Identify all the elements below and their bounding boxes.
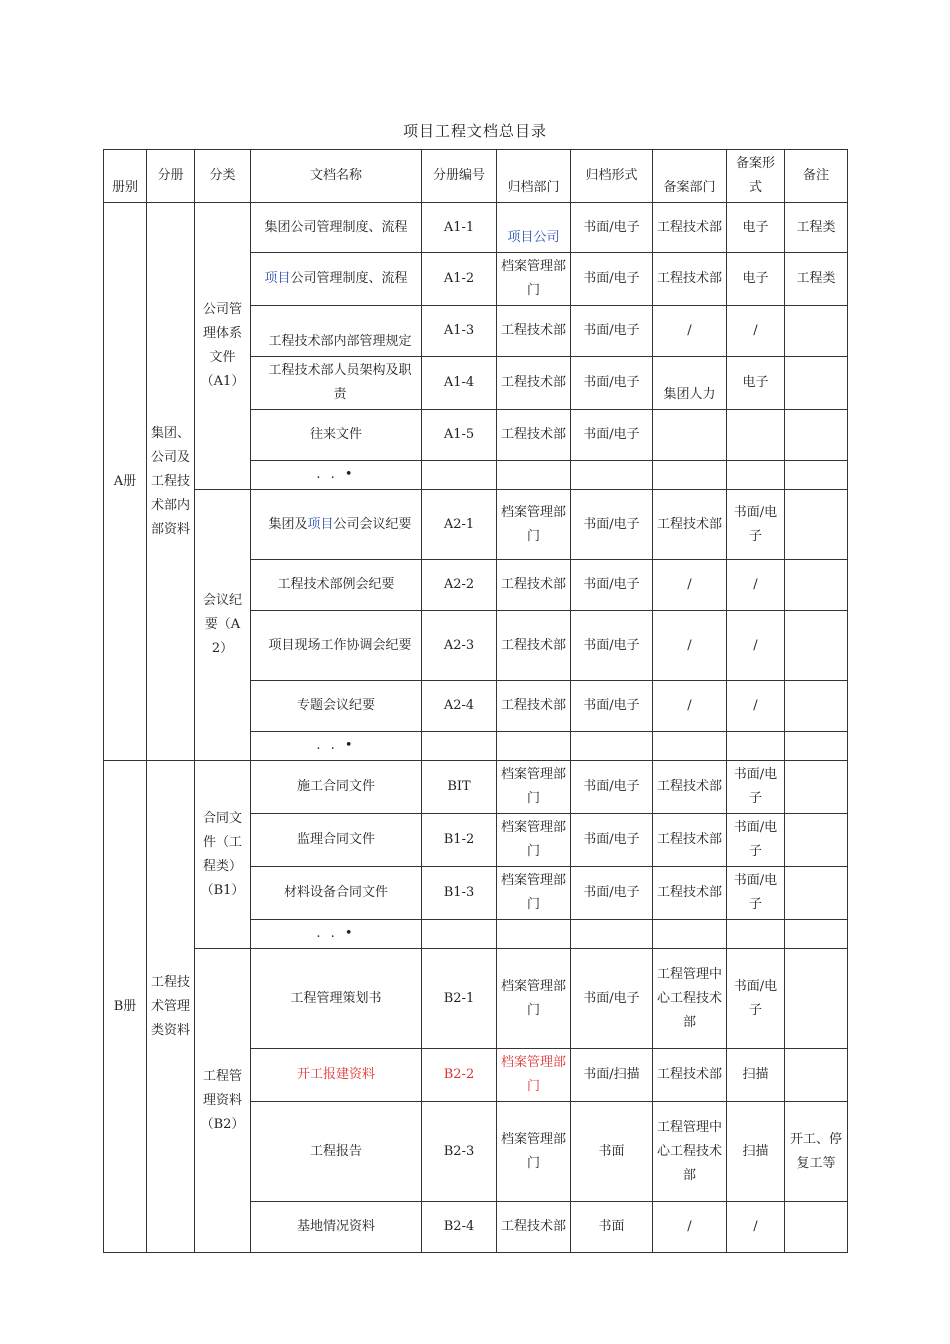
archive-dept: 档案管理部门	[497, 1049, 571, 1102]
doc-name-rest: 公司管理制度、流程	[290, 271, 408, 286]
doc-name-highlight: 项目	[264, 271, 291, 286]
header-category: 分类	[195, 150, 251, 203]
archive-form: 书面/电子	[571, 611, 653, 681]
archive-dept: 工程技术部	[497, 611, 571, 681]
doc-name	[251, 253, 422, 306]
backup-form: /	[727, 611, 785, 681]
remark	[785, 1202, 848, 1253]
backup-form: /	[727, 560, 785, 611]
backup-form: 书面/电子	[727, 761, 785, 814]
archive-dept: 档案管理部门	[497, 867, 571, 920]
remark: 工程类	[785, 203, 848, 253]
doc-name: 集团公司管理制度、流程	[251, 203, 422, 253]
doc-name: 监理合同文件	[251, 814, 422, 867]
category-b1: 合同文件（工程类）（B1）	[195, 761, 251, 949]
backup-dept: /	[653, 681, 727, 732]
archive-form: 书面/电子	[571, 560, 653, 611]
backup-form: /	[727, 681, 785, 732]
archive-dept: 档案管理部门	[497, 949, 571, 1049]
remark	[785, 761, 848, 814]
ellipsis: . . •	[251, 461, 422, 490]
doc-number: B2-4	[422, 1202, 497, 1253]
backup-dept: 工程技术部	[653, 867, 727, 920]
remark	[785, 814, 848, 867]
remark	[785, 410, 848, 461]
backup-dept: /	[653, 611, 727, 681]
archive-form: 书面	[571, 1102, 653, 1202]
archive-dept: 档案管理部门	[497, 814, 571, 867]
table-row	[104, 949, 848, 1049]
header-remark: 备注	[785, 150, 848, 203]
doc-name: 专题会议纪要	[251, 681, 422, 732]
backup-form: /	[727, 1202, 785, 1253]
backup-form: /	[727, 306, 785, 357]
doc-number: A2-1	[422, 490, 497, 560]
table-row	[104, 490, 848, 560]
remark: 开工、停复工等	[785, 1102, 848, 1202]
doc-name-prefix: 集团及	[268, 516, 308, 532]
header-archive-dept: 归档部门	[497, 150, 571, 203]
archive-dept: 档案管理部门	[497, 253, 571, 306]
doc-number: A1-2	[422, 253, 497, 306]
header-archive-form: 归档形式	[571, 150, 653, 203]
archive-dept: 档案管理部门	[497, 761, 571, 814]
doc-number: B2-1	[422, 949, 497, 1049]
document-catalog-table	[103, 149, 848, 1253]
doc-name	[251, 490, 422, 560]
doc-name-highlight: 项目	[307, 516, 334, 532]
archive-form: 书面/电子	[571, 949, 653, 1049]
remark	[785, 560, 848, 611]
archive-form: 书面	[571, 1202, 653, 1253]
backup-form: 书面/电子	[727, 867, 785, 920]
archive-form: 书面/电子	[571, 814, 653, 867]
header-doc-name: 文档名称	[251, 150, 422, 203]
doc-name: 项目现场工作协调会纪要	[251, 611, 422, 681]
doc-number: B2-2	[422, 1049, 497, 1102]
archive-form: 书面/电子	[571, 681, 653, 732]
doc-number: BIT	[422, 761, 497, 814]
doc-name: 材料设备合同文件	[251, 867, 422, 920]
category-a1: 公司管理体系文件（A1）	[195, 203, 251, 490]
doc-name: 基地情况资料	[251, 1202, 422, 1253]
backup-form: 电子	[727, 203, 785, 253]
backup-form: 书面/电子	[727, 949, 785, 1049]
remark: 工程类	[785, 253, 848, 306]
archive-dept: 项目公司	[497, 203, 571, 253]
archive-form: 书面/电子	[571, 306, 653, 357]
doc-name: 往来文件	[251, 410, 422, 461]
backup-dept: 工程管理中心工程技术部	[653, 949, 727, 1049]
doc-name: 工程技术部人员架构及职责	[251, 357, 422, 410]
backup-form: 扫描	[727, 1049, 785, 1102]
archive-dept: 工程技术部	[497, 560, 571, 611]
remark	[785, 611, 848, 681]
remark	[785, 306, 848, 357]
archive-form: 书面/电子	[571, 357, 653, 410]
doc-name-rest: 公司会议纪要	[333, 516, 412, 532]
doc-number: A1-4	[422, 357, 497, 410]
backup-dept: 工程技术部	[653, 1049, 727, 1102]
backup-form: 电子	[727, 357, 785, 410]
doc-name: 工程技术部例会纪要	[251, 560, 422, 611]
volume-b-sub: 工程技术管理类资料	[147, 761, 195, 1253]
archive-dept: 档案管理部门	[497, 490, 571, 560]
header-row	[104, 150, 848, 203]
backup-dept: /	[653, 560, 727, 611]
doc-number: A1-5	[422, 410, 497, 461]
doc-number: A2-4	[422, 681, 497, 732]
header-number: 分册编号	[422, 150, 497, 203]
header-backup-dept: 备案部门	[653, 150, 727, 203]
remark	[785, 867, 848, 920]
archive-form: 书面/电子	[571, 203, 653, 253]
doc-number: B1-3	[422, 867, 497, 920]
backup-dept: 工程技术部	[653, 203, 727, 253]
doc-name: 工程技术部内部管理规定	[251, 306, 422, 357]
archive-dept: 工程技术部	[497, 410, 571, 461]
table-row	[104, 203, 848, 253]
archive-form: 书面/电子	[571, 867, 653, 920]
backup-dept: /	[653, 1202, 727, 1253]
backup-dept: 工程技术部	[653, 490, 727, 560]
archive-dept: 工程技术部	[497, 1202, 571, 1253]
volume-a-label: A册	[104, 203, 147, 761]
archive-form: 书面/电子	[571, 490, 653, 560]
page-title: 项目工程文档总目录	[402, 122, 547, 140]
doc-number: B1-2	[422, 814, 497, 867]
archive-form: 书面/电子	[571, 253, 653, 306]
remark	[785, 681, 848, 732]
backup-form: 扫描	[727, 1102, 785, 1202]
remark	[785, 357, 848, 410]
header-volume: 册别	[104, 150, 147, 203]
archive-dept: 工程技术部	[497, 681, 571, 732]
doc-number: A1-3	[422, 306, 497, 357]
backup-dept: 集团人力	[653, 357, 727, 410]
doc-name: 工程报告	[251, 1102, 422, 1202]
ellipsis: . . •	[251, 920, 422, 949]
backup-dept: 工程管理中心工程技术部	[653, 1102, 727, 1202]
volume-a-sub: 集团、公司及工程技术部内部资料	[147, 203, 195, 761]
doc-number: A2-2	[422, 560, 497, 611]
backup-dept: /	[653, 306, 727, 357]
header-backup-form: 备案形式	[727, 150, 785, 203]
volume-b-label: B册	[104, 761, 147, 1253]
archive-dept: 工程技术部	[497, 306, 571, 357]
backup-form: 电子	[727, 253, 785, 306]
category-b2: 工程管理资料（B2）	[195, 949, 251, 1253]
doc-number: A2-3	[422, 611, 497, 681]
backup-dept: 工程技术部	[653, 814, 727, 867]
doc-name: 开工报建资料	[251, 1049, 422, 1102]
backup-dept	[653, 410, 727, 461]
backup-form: 书面/电子	[727, 490, 785, 560]
remark	[785, 490, 848, 560]
archive-form: 书面/扫描	[571, 1049, 653, 1102]
doc-number: A1-1	[422, 203, 497, 253]
backup-dept: 工程技术部	[653, 761, 727, 814]
remark	[785, 949, 848, 1049]
header-sub-volume: 分册	[147, 150, 195, 203]
doc-name: 工程管理策划书	[251, 949, 422, 1049]
doc-name: 施工合同文件	[251, 761, 422, 814]
archive-form: 书面/电子	[571, 410, 653, 461]
ellipsis: . . •	[251, 732, 422, 761]
archive-form: 书面/电子	[571, 761, 653, 814]
backup-dept: 工程技术部	[653, 253, 727, 306]
backup-form	[727, 410, 785, 461]
doc-number: B2-3	[422, 1102, 497, 1202]
archive-dept: 档案管理部门	[497, 1102, 571, 1202]
table-row	[104, 761, 848, 814]
category-a2: 会议纪要（A2）	[195, 490, 251, 761]
archive-dept: 工程技术部	[497, 357, 571, 410]
backup-form: 书面/电子	[727, 814, 785, 867]
remark	[785, 1049, 848, 1102]
